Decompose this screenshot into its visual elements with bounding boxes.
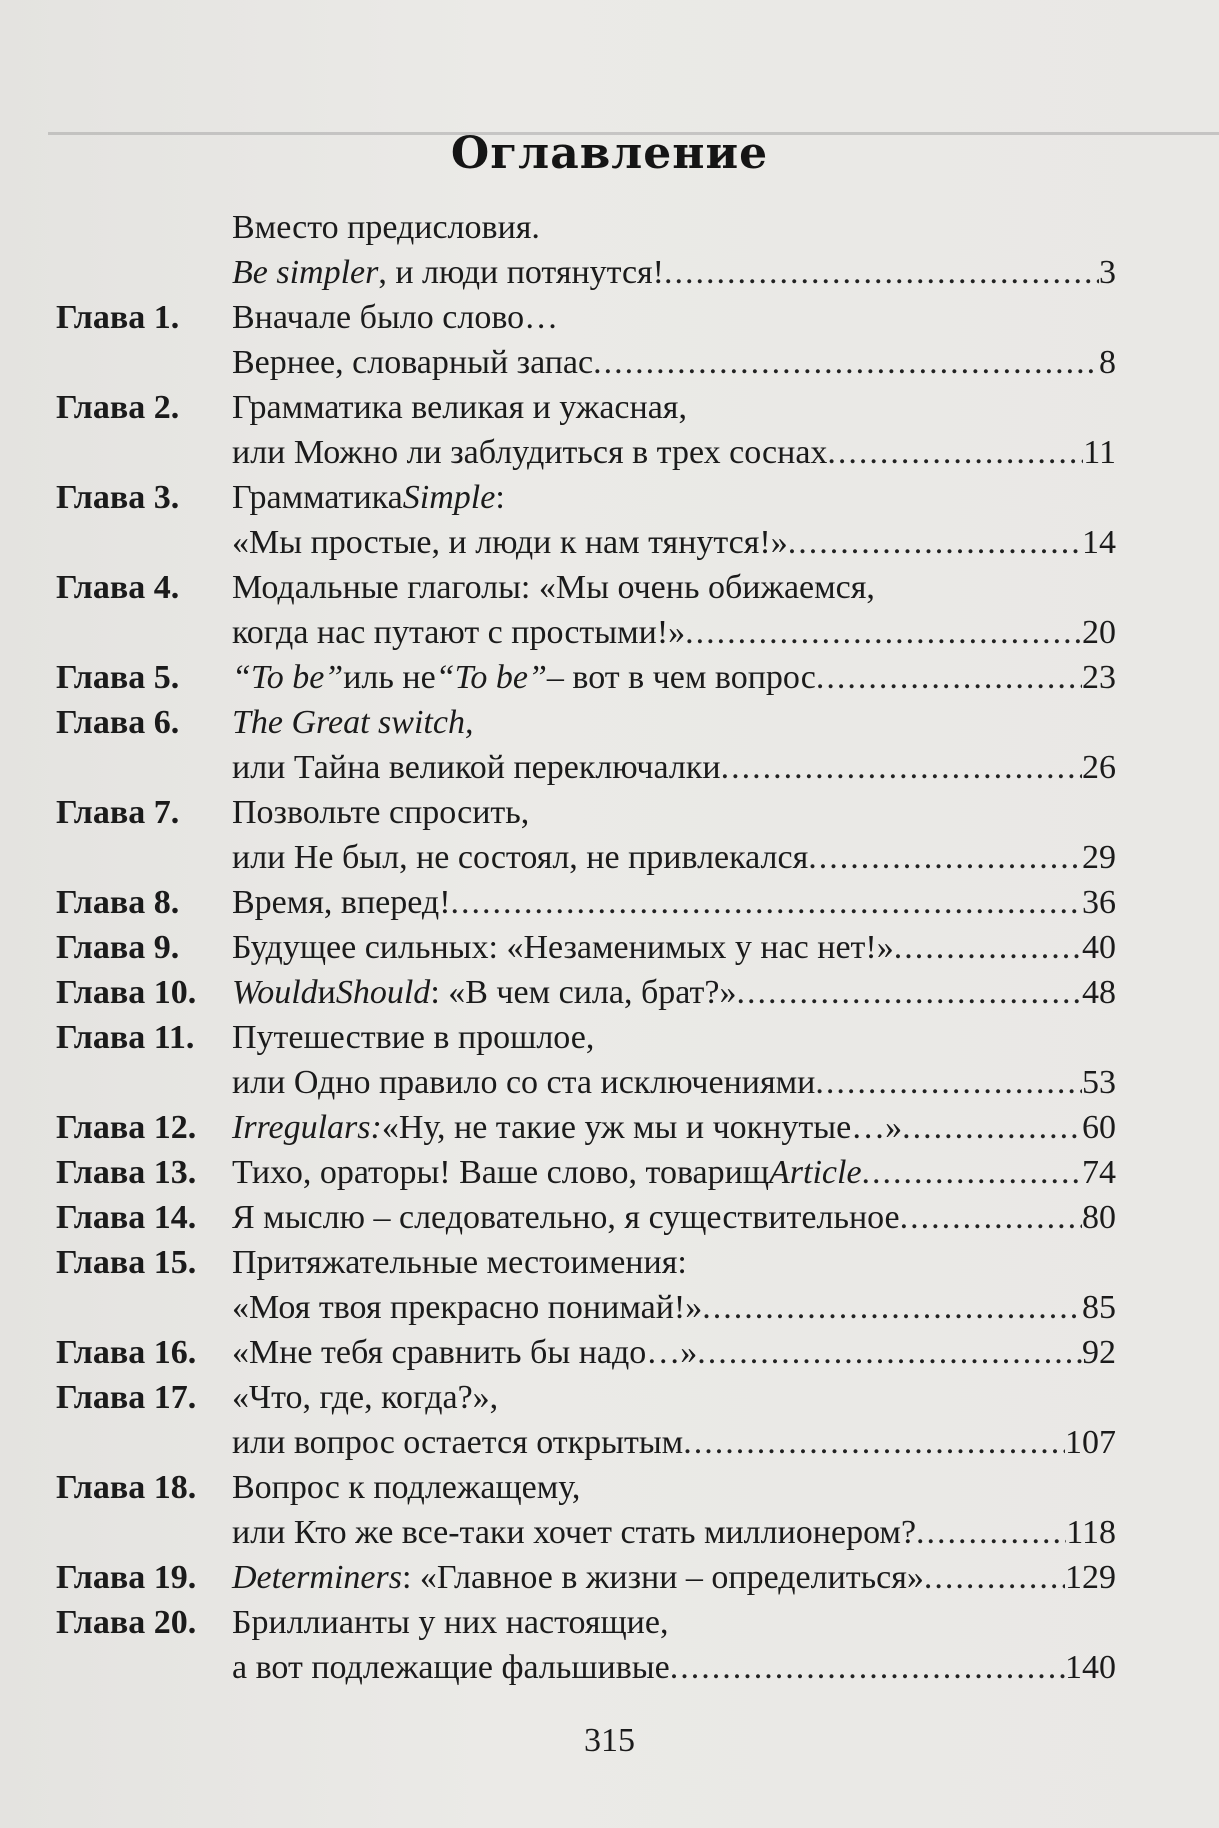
- entry-title-part: «Ну, не такие уж мы и чокнутые…»: [381, 1109, 903, 1146]
- entry-title: Будущее сильных: «Незаменимых у нас нет!»: [232, 929, 894, 966]
- toc-entry-chapter-10: [56, 970, 1116, 1015]
- page-title: Оглавление: [450, 128, 769, 179]
- page-number: 26: [1082, 749, 1116, 786]
- chapter-number: Глава 15.: [56, 1244, 197, 1281]
- leader-dots: [924, 1555, 1065, 1600]
- page-number: 85: [1082, 1289, 1116, 1326]
- chapter-number: Глава 10.: [56, 974, 197, 1011]
- page-number: 129: [1065, 1559, 1116, 1596]
- leader-dots: [788, 520, 1082, 565]
- leader-dots: [697, 1330, 1082, 1375]
- leader-dots: [815, 1060, 1082, 1105]
- leader-dots: [451, 880, 1082, 925]
- chapter-number: Глава 13.: [56, 1154, 197, 1191]
- entry-title-italic: Determiners: [232, 1559, 402, 1596]
- page-number: 20: [1082, 614, 1116, 651]
- leader-dots: [894, 925, 1082, 970]
- toc-entry-chapter-9: [56, 925, 1116, 970]
- entry-title-line2: или Не был, не состоял, не привлекался: [232, 839, 809, 876]
- chapter-number: Глава 2.: [56, 389, 180, 426]
- entry-title-part: иль не: [343, 659, 436, 696]
- leader-dots: [816, 655, 1082, 700]
- toc-entry-chapter-2: [56, 385, 1116, 475]
- entry-title-line2: «Мы простые, и люди к нам тянутся!»: [232, 524, 788, 561]
- chapter-number: Глава 1.: [56, 299, 180, 336]
- toc-entry-chapter-4: [56, 565, 1116, 655]
- toc-entry-chapter-8: [56, 880, 1116, 925]
- chapter-number: Глава 8.: [56, 884, 180, 921]
- leader-dots: [902, 1105, 1082, 1150]
- chapter-number: Глава 16.: [56, 1334, 197, 1371]
- toc-entry-chapter-16: [56, 1330, 1116, 1375]
- leader-dots: [736, 970, 1082, 1015]
- toc-entry-chapter-17: [56, 1375, 1116, 1465]
- toc-entry-chapter-14: [56, 1195, 1116, 1240]
- page-number: 29: [1082, 839, 1116, 876]
- entry-title-part: Грамматика: [232, 479, 403, 516]
- page-number: 23: [1082, 659, 1116, 696]
- page-number: 8: [1099, 344, 1116, 381]
- entry-title: Время, вперед!: [232, 884, 451, 921]
- page-number: 74: [1082, 1154, 1116, 1191]
- entry-title-part: : «В чем сила, брат?»: [430, 974, 737, 1011]
- page-number: 14: [1082, 524, 1116, 561]
- chapter-number: Глава 11.: [56, 1019, 195, 1056]
- toc-entry-chapter-11: [56, 1015, 1116, 1105]
- leader-dots: [900, 1195, 1082, 1240]
- leader-dots: [721, 745, 1082, 790]
- toc-entry-chapter-6: [56, 700, 1116, 790]
- chapter-number: Глава 17.: [56, 1379, 197, 1416]
- chapter-number: Глава 4.: [56, 569, 180, 606]
- leader-dots: [664, 250, 1099, 295]
- entry-title-italic: Be simpler: [232, 254, 379, 291]
- entry-title-italic: Simple: [402, 479, 496, 516]
- entry-title-italic: Article: [769, 1154, 862, 1191]
- toc-entry-chapter-1: [56, 295, 1116, 385]
- page-number: 107: [1065, 1424, 1116, 1461]
- leader-dots: [670, 1645, 1065, 1690]
- page-number: 36: [1082, 884, 1116, 921]
- entry-title-italic: “To be”: [435, 659, 547, 696]
- entry-title-part: :: [495, 479, 505, 516]
- entry-title-line1: «Что, где, когда?»,: [232, 1379, 499, 1416]
- entry-title-line2: или вопрос остается открытым: [232, 1424, 684, 1461]
- entry-title-line1: Вместо предисловия.: [232, 209, 540, 246]
- entry-title: Я мыслю – следовательно, я существительное: [232, 1199, 900, 1236]
- page-folio-number: 315: [584, 1722, 635, 1759]
- entry-title-line1: Вначале было слово…: [232, 299, 559, 336]
- entry-title-line2: или Одно правило со ста исключениями: [232, 1064, 816, 1101]
- page-number: 3: [1099, 254, 1116, 291]
- entry-title-line2: , и люди потянутся!: [378, 254, 665, 291]
- entry-title-line1: Грамматика великая и ужасная,: [232, 389, 687, 426]
- toc-entry-chapter-7: [56, 790, 1116, 880]
- toc-entry-chapter-3: [56, 475, 1116, 565]
- entry-title-line2: Вернее, словарный запас: [232, 344, 594, 381]
- leader-dots: [827, 430, 1083, 475]
- entry-title-part: : «Главное в жизни – определиться»: [401, 1559, 924, 1596]
- entry-title-line1: Бриллианты у них настоящие,: [232, 1604, 669, 1641]
- toc-entry-chapter-20: [56, 1600, 1116, 1690]
- page-number: 40: [1082, 929, 1116, 966]
- page-number: 118: [1066, 1514, 1116, 1551]
- entry-title-line1: Позвольте спросить,: [232, 794, 530, 831]
- toc-entry-chapter-5: [56, 655, 1116, 700]
- entry-title: «Мне тебя сравнить бы надо…»: [232, 1334, 698, 1371]
- page-number: 11: [1083, 434, 1116, 471]
- chapter-number: Глава 19.: [56, 1559, 197, 1596]
- toc-entry-chapter-13: [56, 1150, 1116, 1195]
- page-number: 60: [1082, 1109, 1116, 1146]
- entry-title-italic: Should: [335, 974, 431, 1011]
- chapter-number: Глава 20.: [56, 1604, 197, 1641]
- entry-title-italic: Would: [232, 974, 318, 1011]
- chapter-number: Глава 18.: [56, 1469, 197, 1506]
- toc-entry-chapter-12: [56, 1105, 1116, 1150]
- leader-dots: [862, 1150, 1082, 1195]
- toc-entry-intro: [56, 205, 1116, 295]
- entry-title-line1: Путешествие в прошлое,: [232, 1019, 595, 1056]
- leader-dots: [683, 1420, 1065, 1465]
- entry-title-italic: “To be”: [232, 659, 344, 696]
- table-of-contents: [56, 205, 1116, 1690]
- chapter-number: Глава 3.: [56, 479, 180, 516]
- entry-title-line2: «Моя твоя прекрасно понимай!»: [232, 1289, 703, 1326]
- entry-title-part: и: [317, 974, 336, 1011]
- toc-entry-chapter-15: [56, 1240, 1116, 1330]
- entry-title-line2: когда нас путают с простыми!»: [232, 614, 686, 651]
- toc-entry-chapter-19: [56, 1555, 1116, 1600]
- leader-dots: [702, 1285, 1082, 1330]
- page-number: 53: [1082, 1064, 1116, 1101]
- leader-dots: [808, 835, 1082, 880]
- entry-title-line1: Вопрос к подлежащему,: [232, 1469, 581, 1506]
- entry-title-line2: или Кто же все-таки хочет стать миллионером?: [232, 1514, 917, 1551]
- page-number: 48: [1082, 974, 1116, 1011]
- page-number: 80: [1082, 1199, 1116, 1236]
- toc-entry-chapter-18: [56, 1465, 1116, 1555]
- chapter-number: Глава 9.: [56, 929, 180, 966]
- page-number: 92: [1082, 1334, 1116, 1371]
- entry-title-part: Тихо, ораторы! Ваше слово, товарищ: [232, 1154, 770, 1191]
- leader-dots: [916, 1510, 1066, 1555]
- entry-title-italic: Irregulars:: [232, 1109, 382, 1146]
- page-number: 140: [1065, 1649, 1116, 1686]
- leader-dots: [685, 610, 1082, 655]
- entry-title-italic: The Great switch,: [232, 704, 474, 741]
- leader-dots: [593, 340, 1099, 385]
- chapter-number: Глава 6.: [56, 704, 180, 741]
- entry-title-part: – вот в чем вопрос: [546, 659, 816, 696]
- chapter-number: Глава 14.: [56, 1199, 197, 1236]
- entry-title-line1: Модальные глаголы: «Мы очень обижаемся,: [232, 569, 875, 606]
- entry-title-line2: или Можно ли заблудиться в трех соснах: [232, 434, 828, 471]
- chapter-number: Глава 12.: [56, 1109, 197, 1146]
- entry-title-line2: а вот подлежащие фальшивые: [232, 1649, 670, 1686]
- entry-title-line2: или Тайна великой переключалки: [232, 749, 721, 786]
- chapter-number: Глава 7.: [56, 794, 180, 831]
- entry-title-line1: Притяжательные местоимения:: [232, 1244, 687, 1281]
- chapter-number: Глава 5.: [56, 659, 180, 696]
